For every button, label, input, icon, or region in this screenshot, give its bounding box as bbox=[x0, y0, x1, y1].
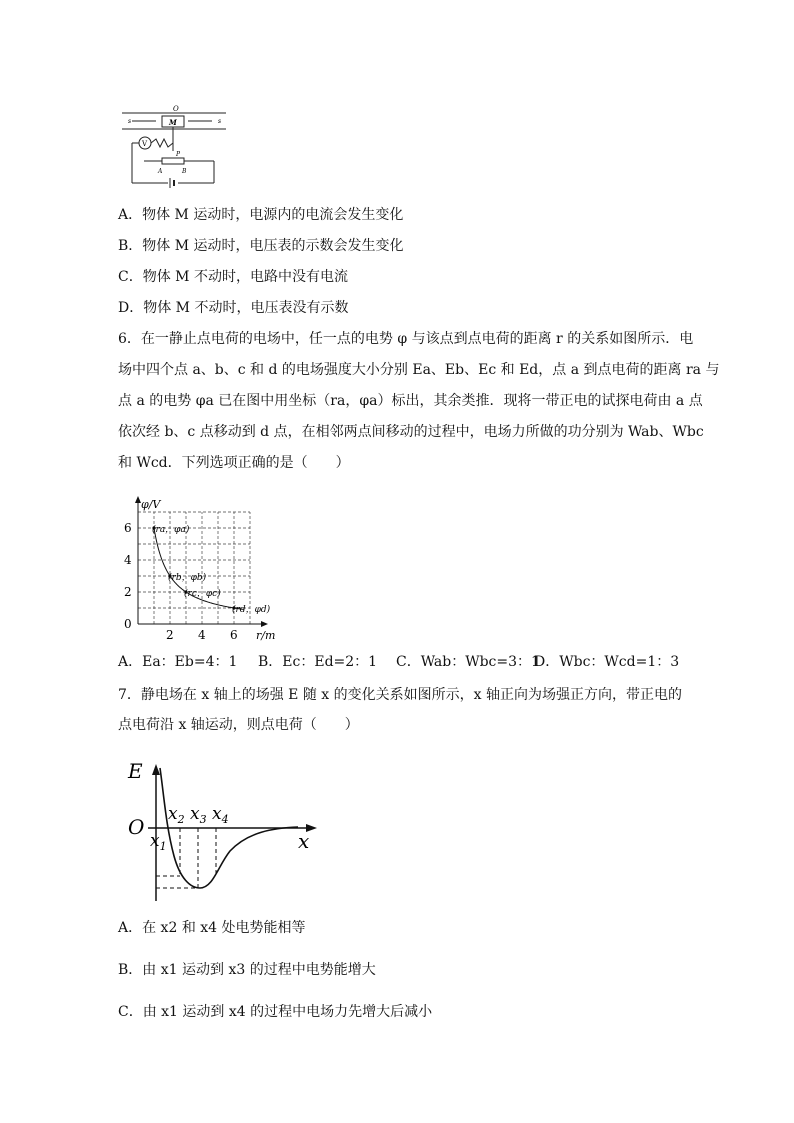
q7-option-c: C．由 x1 运动到 x4 的过程中电场力先增大后减小 bbox=[118, 1004, 433, 1020]
q6-option-a: A．Ea：Eb=4：1 bbox=[118, 654, 238, 670]
y-tick-label: 2 bbox=[124, 585, 132, 599]
y-tick-label: 4 bbox=[124, 553, 132, 567]
q7-line-1: 7．静电场在 x 轴上的场强 E 随 x 的变化关系如图所示，x 轴正向为场强正方向，带正电的 bbox=[118, 687, 682, 703]
rheostat bbox=[162, 158, 184, 164]
x-marker-subscript: 4 bbox=[221, 813, 229, 826]
q6-option-d: D．Wbc：Wcd=1：3 bbox=[534, 654, 680, 670]
q5-option-d: D．物体 M 不动时，电压表没有示数 bbox=[118, 300, 349, 316]
q5-option-a: A．物体 M 运动时，电源内的电流会发生变化 bbox=[118, 207, 404, 223]
fig5-right-label: s bbox=[218, 118, 222, 125]
y-tick-label: 6 bbox=[124, 521, 132, 535]
q6-option-b: B．Ec：Ed=2：1 bbox=[258, 654, 378, 670]
q6-line-4: 依次经 b、c 点移动到 d 点，在相邻两点间移动的过程中，电场力所做的功分别为 Wab、Wbc bbox=[118, 424, 704, 440]
y-axis-arrow bbox=[152, 764, 160, 775]
q7-line-2: 点电荷沿 x 轴运动，则点电荷（ ） bbox=[118, 717, 359, 733]
x-axis-label: x bbox=[298, 829, 310, 853]
fig5-top-label: O bbox=[173, 105, 179, 113]
fig5-left-label: s bbox=[128, 118, 132, 125]
y-axis-label: E bbox=[128, 759, 143, 783]
point-label: (rb，φb) bbox=[168, 573, 207, 583]
x-marker-label: $x_4$ bbox=[212, 804, 229, 826]
origin-label: O bbox=[128, 815, 145, 839]
y-axis-label: φ/V bbox=[141, 498, 161, 511]
x-marker-label: $x_3$ bbox=[190, 804, 207, 826]
point-label: (rd，φd) bbox=[232, 605, 271, 615]
q5-option-c: C．物体 M 不动时，电路中没有电流 bbox=[118, 269, 348, 285]
x-marker-label: $x_2$ bbox=[168, 804, 185, 826]
fig5-end-b: B bbox=[182, 168, 187, 175]
fig5-mass-label: M bbox=[169, 118, 177, 127]
q6-line-5: 和 Wcd．下列选项正确的是（ ） bbox=[118, 455, 350, 471]
point-label: (rc，φc) bbox=[184, 589, 221, 599]
q6-line-2: 场中四个点 a、b、c 和 d 的电场强度大小分别 Ea、Eb、Ec 和 Ed，点 a 到点电荷的距离 ra 与 bbox=[118, 362, 720, 378]
potential-distance-chart bbox=[118, 484, 290, 644]
x-axis-label: r/m bbox=[256, 629, 276, 642]
q6-line-3: 点 a 的电势 φa 已在图中用坐标（ra，φa）标出，其余类推．现将一带正电的试探电荷由 a 点 bbox=[118, 393, 703, 409]
circuit-figure bbox=[118, 103, 230, 189]
x-tick-label: 4 bbox=[198, 628, 206, 642]
x-marker-label: $x_1$ bbox=[150, 831, 167, 853]
point-label: (ra，φa) bbox=[152, 525, 190, 535]
q5-option-b: B．物体 M 运动时，电压表的示数会发生变化 bbox=[118, 238, 404, 254]
y-tick-label: 0 bbox=[124, 617, 132, 631]
x-tick-label: 6 bbox=[230, 628, 238, 642]
field-strength-chart bbox=[118, 756, 318, 906]
q7-option-a: A．在 x2 和 x4 处电势能相等 bbox=[118, 920, 306, 936]
x-marker-subscript: 2 bbox=[177, 813, 185, 826]
fig5-slider-label: P bbox=[176, 151, 181, 158]
x-marker-subscript: 3 bbox=[199, 813, 207, 826]
x-marker-subscript: 1 bbox=[159, 840, 167, 853]
q6-line-1: 6．在一静止点电荷的电场中，任一点的电势 φ 与该点到点电荷的距离 r 的关系如图所示．电 bbox=[118, 331, 694, 347]
q6-option-c: C．Wab：Wbc=3：1 bbox=[396, 654, 540, 670]
x-tick-label: 2 bbox=[166, 628, 174, 642]
fig5-end-a: A bbox=[158, 168, 163, 175]
q7-option-b: B．由 x1 运动到 x3 的过程中电势能增大 bbox=[118, 962, 376, 978]
x-axis-arrow bbox=[261, 621, 268, 627]
fig5-meter-label: V bbox=[142, 140, 148, 148]
